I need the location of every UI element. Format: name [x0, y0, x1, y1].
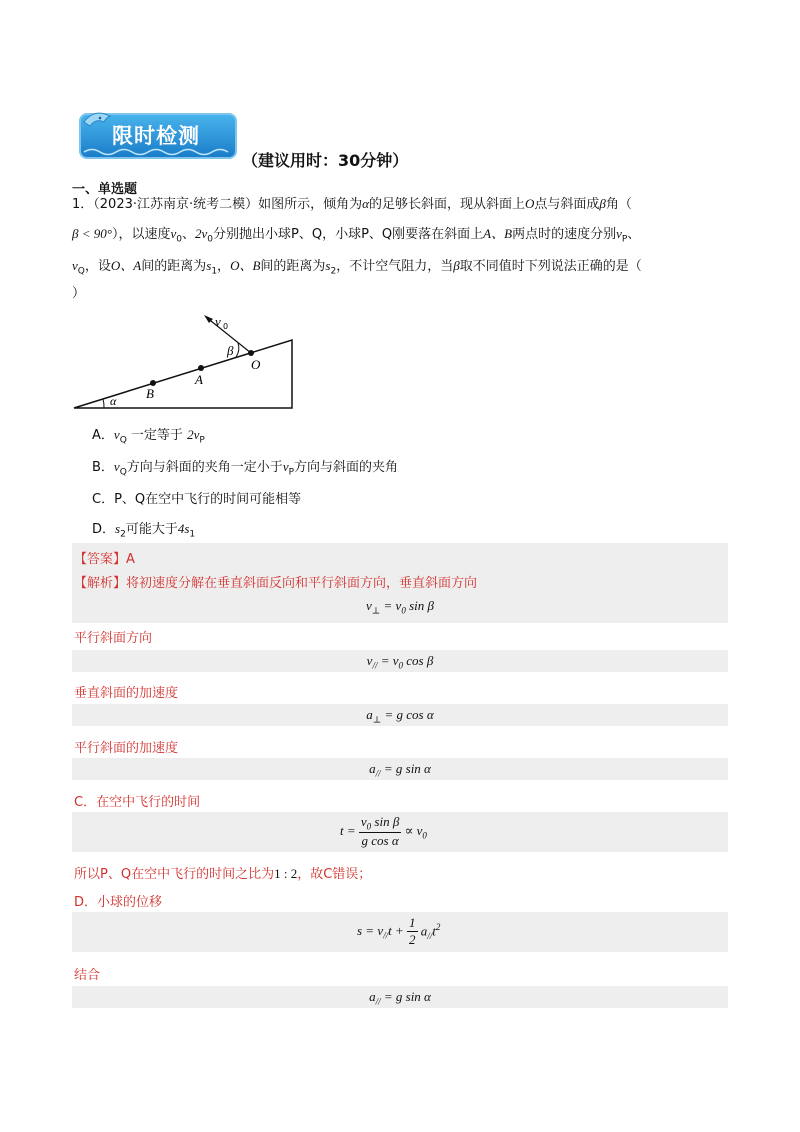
option-c[interactable]: C．P、Q在空中飞行的时间可能相等 [92, 492, 302, 507]
label-parallel-acceleration: 平行斜面的加速度 [74, 741, 179, 756]
question-text: 1．（2023·江苏南京·统考二模）如图所示，倾角为α的足够长斜面，现从斜面上O点与斜面成β角（ [72, 196, 632, 212]
point-A [198, 365, 204, 371]
section-title: 一、单选题 [72, 182, 138, 197]
incline-triangle [74, 340, 292, 408]
option-d[interactable]: D．$s_2$可能大于$4s_1$ [92, 521, 196, 540]
formula-v-parallel: $v_{//} = v_0$ cos β [366, 653, 434, 671]
question-text-line3: $v_Q$，设O、A间的距离为$s_1$，O、B间的距离为$s_2$，不计空气阻力，当β取不同值时下列说法正确的是（ [72, 258, 642, 277]
formula-t: t = $\frac{v_0 \sin \beta}{\text{g cos α}}$ ∝ $v_0$ [340, 814, 427, 848]
label-O: O [251, 357, 261, 372]
formula-v-perp: $v_\perp = v_0$ sin β [366, 598, 434, 616]
label-perp-acceleration: 垂直斜面的加速度 [74, 686, 179, 701]
question-close: ） [72, 286, 86, 301]
badge-title: 限时检测 [112, 124, 200, 148]
formula-a-parallel-2: $a_{//} = g$ sin α [369, 989, 431, 1007]
alpha-arc [103, 399, 104, 408]
label-c-flight-time: C．在空中飞行的时间 [74, 795, 201, 810]
label-v0-sub: 0 [223, 322, 229, 331]
label-parallel-direction: 平行斜面方向 [74, 631, 153, 646]
label-combine: 结合 [74, 968, 101, 983]
beta-arc [236, 343, 239, 357]
time-hint: （建议用时：30分钟） [242, 151, 409, 170]
analysis-line: 【解析】将初速度分解在垂直斜面反向和平行斜面方向，垂直斜面方向 [74, 576, 478, 591]
question-text-line2: β < 90°），以速度$v_0$、$2v_0$分别抛出小球P、Q，小球P、Q刚要落在斜面上A、B两点时的速度分别$v_P$、 [72, 226, 641, 245]
incline-figure [70, 308, 300, 414]
formula-s: $s = v_{//}t$ + $\frac{1}{2}$ $a_{//}t^2$ [357, 915, 441, 947]
label-B: B [146, 386, 154, 401]
label-beta: β [227, 343, 234, 358]
label-v0: v [215, 314, 221, 329]
label-d-displacement: D．小球的位移 [74, 895, 163, 910]
label-alpha: α [110, 394, 117, 408]
point-O [248, 350, 254, 356]
option-b[interactable]: B．$v_Q$方向与斜面的夹角一定小于$v_P$方向与斜面的夹角 [92, 459, 399, 478]
answer-line: 【答案】A [74, 552, 135, 567]
ratio-line: 所以P、Q在空中飞行的时间之比为1 : 2，故C错误； [74, 866, 372, 882]
option-a[interactable]: A．$v_Q$ 一定等于 $2v_P$ [92, 427, 205, 446]
label-A: A [195, 372, 203, 387]
formula-a-perp: $a_\perp = g$ cos α [366, 707, 434, 725]
formula-a-parallel: $a_{//} = g$ sin α [369, 761, 431, 779]
